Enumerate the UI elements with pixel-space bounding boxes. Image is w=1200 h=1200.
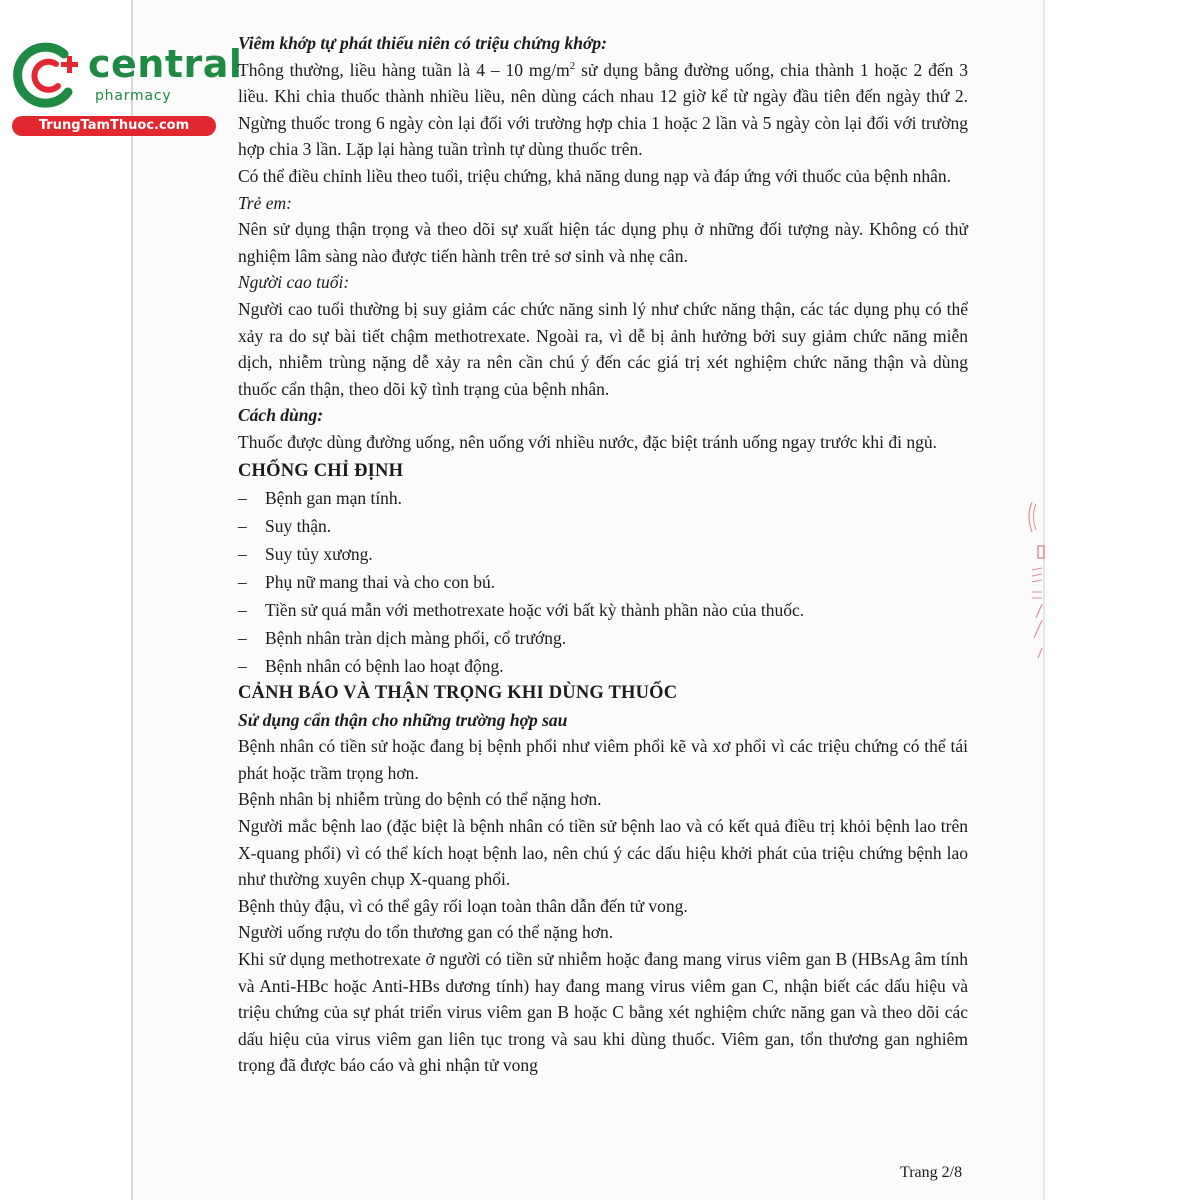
elderly-heading: Người cao tuổi: [238,272,350,293]
central-pharmacy-logo[interactable] [8,36,243,136]
elderly-paragraph: Người cao tuổi thường bị suy giảm các chức năng sinh lý như chức năng thận, các tác dụng phụ có thể xảy ra do sự bài tiết chậm methotrexate. Ngoài ra, vì dễ bị ảnh hưởng bởi suy giảm chức năng miễn dịch, nhiễm trùng nặng dễ xảy ra nên cần chú ý đến các giá trị xét nghiệm chức năng thận và dùng thuốc cẩn thận, theo dõi kỹ tình trạng của bệnh nhân. [238,298,968,399]
dosage-text-start: Thông thường, liều hàng tuần là 4 – 10 mg/m [238,59,570,80]
list-item [238,540,968,568]
children-paragraph: Nên sử dụng thận trọng và theo dõi sự xuất hiện tác dụng phụ ở những đối tượng này. Không có thử nghiệm lâm sàng nào được tiến hành trên trẻ sơ sinh và nhẹ cân. [238,219,968,266]
logo-site-banner: TrungTamThuoc.com [12,116,216,136]
warning-paragraph: Người uống rượu do tổn thương gan có thể nặng hơn. [238,922,614,943]
list-item-text: Bệnh gan mạn tính. [265,488,403,509]
warning-paragraph: Người mắc bệnh lao (đặc biệt là bệnh nhân có tiền sử bệnh lao và có kết quả điều trị khỏi bệnh lao trên X-quang phổi) vì có thể kích hoạt bệnh lao, nên chú ý các dấu hiệu khởi phát của triệu chứng bệnh lao như thường xuyên chụp X-quang phổi. [238,816,968,890]
dash-bullet: – [238,628,247,649]
list-item-text: Bệnh nhân tràn dịch màng phổi, cổ trướng. [265,628,567,649]
list-item [238,484,968,512]
list-item-text: Suy tủy xương. [265,544,373,565]
children-heading: Trẻ em: [238,192,292,213]
contraindications-heading: CHỐNG CHỈ ĐỊNH [238,460,404,481]
list-item [238,568,968,596]
dash-bullet: – [238,516,247,537]
page-number: Trang 2/8 [900,1164,963,1181]
logo-brand: central [88,42,243,86]
usage-heading: Cách dùng: [238,405,324,426]
partial-stamp-mark [1018,498,1058,668]
list-item-text: Tiền sử quá mẫn với methotrexate hoặc với bất kỳ thành phần nào của thuốc. [265,600,805,621]
contraindications-list [238,484,968,680]
list-item [238,652,968,680]
list-item [238,512,968,540]
list-item-text: Bệnh nhân có bệnh lao hoạt động. [265,656,504,677]
logo-subtitle: pharmacy [95,88,172,104]
dose-adjust-paragraph: Có thể điều chỉnh liều theo tuổi, triệu chứng, khả năng dung nạp và đáp ứng với thuốc của bệnh nhân. [238,165,951,186]
list-item-text: Phụ nữ mang thai và cho con bú. [265,572,496,593]
warnings-subheading: Sử dụng cẩn thận cho những trường hợp sau [238,709,568,730]
list-item-text: Suy thận. [265,516,332,537]
dosage-paragraph [238,57,968,163]
warning-paragraph: Bệnh thủy đậu, vì có thể gây rối loạn toàn thân dẫn đến tử vong. [238,895,688,916]
dosage-unit-superscript: 2 [569,59,576,72]
list-item [238,624,968,652]
warning-paragraph: Bệnh nhân có tiền sử hoặc đang bị bệnh phổi như viêm phổi kẽ và xơ phổi vì các triệu chứng có thể tái phát hoặc trầm trọng hơn. [238,736,968,783]
warnings-heading: CẢNH BÁO VÀ THẬN TRỌNG KHI DÙNG THUỐC [238,683,678,704]
dash-bullet: – [238,572,247,593]
warning-paragraph: Bệnh nhân bị nhiễm trùng do bệnh có thể nặng hơn. [238,789,602,810]
dash-bullet: – [238,656,247,677]
dosage-text-rest: sử dụng bằng đường uống, chia thành 1 hoặc 2 đến 3 liều. Khi chia thuốc thành nhiều liều, nên dùng cách nhau 12 giờ kể từ ngày đầu tiên đến ngày thứ 2. Ngừng thuốc trong 6 ngày còn lại đối với trường hợp chia 1 hoặc 2 lần và 5 ngày còn lại đối với trường hợp chia 3 lần. Lặp lại hàng tuần trình tự dùng thuốc trên. [238,59,968,160]
dash-bullet: – [238,600,247,621]
usage-paragraph: Thuốc được dùng đường uống, nên uống với nhiều nước, đặc biệt tránh uống ngay trước khi đi ngủ. [238,431,938,452]
dash-bullet: – [238,488,247,509]
document-body [238,30,968,1079]
list-item [238,596,968,624]
dash-bullet: – [238,544,247,565]
warning-paragraph: Khi sử dụng methotrexate ở người có tiền sử nhiễm hoặc đang mang virus viêm gan B (HBsAg âm tính và Anti-HBc hoặc Anti-HBs dương tính) hay đang mang virus viêm gan C, nhận biết các dấu hiệu và triệu chứng của sự phát triển virus viêm gan B hoặc C bằng xét nghiệm chức năng gan và theo dõi các dấu hiệu của virus viêm gan liên tục trong và sau khi dùng thuốc. Viêm gan, tổn thương gan nghiêm trọng đã được báo cáo và ghi nhận tử vong [238,949,968,1076]
section-heading-juvenile-arthritis: Viêm khớp tự phát thiếu niên có triệu chứng khớp: [238,33,607,53]
logo-mark-icon [10,36,88,114]
